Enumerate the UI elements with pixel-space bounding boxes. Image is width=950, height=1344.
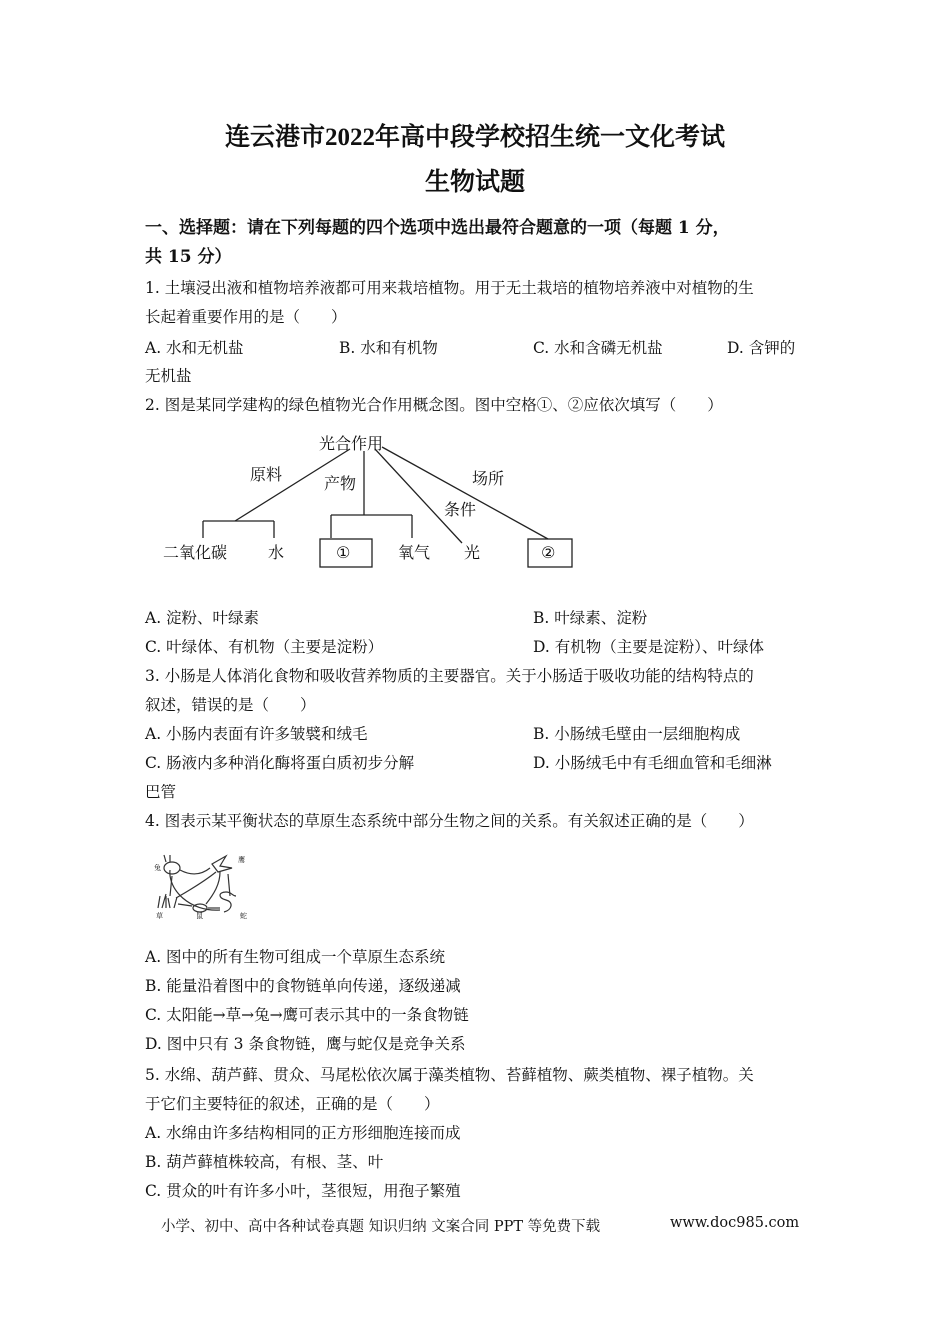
q1-option-d: D. 含钾的 [727, 339, 796, 357]
q2-option-b: B. 叶绿素、淀粉 [533, 609, 648, 627]
q4-option-d: D. 图中只有 3 条食物链，鹰与蛇仅是竞争关系 [145, 1035, 466, 1053]
q2-option-a: A. 淀粉、叶绿素 [145, 609, 260, 627]
q1-option-c: C. 水和含磷无机盐 [533, 339, 663, 357]
q1-option-d-cont: 无机盐 [145, 367, 192, 385]
q3-option-c: C. 肠液内多种消化酶将蛋白质初步分解 [145, 754, 415, 772]
leaf-oxygen: 氧气 [398, 543, 431, 562]
rabbit-icon [164, 862, 180, 874]
snake-icon [220, 892, 236, 912]
q4-stem: 4. 图表示某平衡状态的草原生态系统中部分生物之间的关系。有关叙述正确的是（ ） [145, 812, 754, 830]
q4-option-c: C. 太阳能→草→兔→鹰可表示其中的一条食物链 [145, 1006, 469, 1024]
q1-stem: 1. 土壤浸出液和植物培养液都可用来栽培植物。用于无土栽培的植物培养液中对植物的生 [145, 279, 754, 297]
q3-option-b: B. 小肠绒毛壁由一层细胞构成 [533, 725, 741, 743]
label-mouse: 鼠 [196, 912, 203, 920]
leaf-water: 水 [268, 543, 285, 562]
label-hawk: 鹰 [238, 856, 245, 864]
photosynthesis-concept-map [150, 425, 590, 575]
branch-place: 场所 [472, 469, 505, 488]
leaf-light: 光 [464, 543, 481, 562]
q2-option-d: D. 有机物（主要是淀粉）、叶绿体 [533, 638, 764, 656]
blank-1-label: ① [336, 543, 351, 562]
q5-option-b: B. 葫芦藓植株较高，有根、茎、叶 [145, 1153, 384, 1171]
footer-text: 小学、初中、高中各种试卷真题 知识归纳 文案合同 PPT 等免费下载 [161, 1219, 601, 1235]
branch-raw-materials: 原料 [250, 465, 283, 484]
q4-option-a: A. 图中的所有生物可组成一个草原生态系统 [145, 948, 446, 966]
q5-stem: 5. 水绵、葫芦藓、贯众、马尾松依次属于藻类植物、苔藓植物、蕨类植物、裸子植物。关 [145, 1066, 754, 1084]
section-heading-cont: 共 15 分） [145, 247, 232, 267]
q3-option-d: D. 小肠绒毛中有毛细血管和毛细淋 [533, 754, 772, 772]
node-photosynthesis: 光合作用 [319, 434, 384, 453]
food-web-figure [150, 850, 250, 922]
q2-stem: 2. 图是某同学建构的绿色植物光合作用概念图。图中空格①、②应依次填写（ ） [145, 396, 723, 414]
q1-stem-cont: 长起着重要作用的是（ ） [145, 308, 347, 326]
q4-option-b: B. 能量沿着图中的食物链单向传递，逐级递减 [145, 977, 461, 995]
label-rabbit: 兔 [154, 864, 161, 872]
branch-products: 产物 [324, 474, 357, 493]
q3-option-a: A. 小肠内表面有许多皱襞和绒毛 [145, 725, 368, 743]
footer-url[interactable]: www.doc985.com [670, 1215, 800, 1231]
q2-option-c: C. 叶绿体、有机物（主要是淀粉） [145, 638, 384, 656]
leaf-carbon-dioxide: 二氧化碳 [163, 543, 228, 562]
section-heading: 一、选择题：请在下列每题的四个选项中选出最符合题意的一项（每题 1 分， [145, 218, 730, 238]
q5-stem-cont: 于它们主要特征的叙述，正确的是（ ） [145, 1095, 440, 1113]
label-snake: 蛇 [240, 912, 247, 920]
q3-stem: 3. 小肠是人体消化食物和吸收营养物质的主要器官。关于小肠适于吸收功能的结构特点的 [145, 667, 754, 685]
hawk-icon [212, 856, 232, 872]
q3-stem-cont: 叙述，错误的是（ ） [145, 696, 316, 714]
q5-option-a: A. 水绵由许多结构相同的正方形细胞连接而成 [145, 1124, 461, 1142]
q5-option-c: C. 贯众的叶有许多小叶，茎很短，用孢子繁殖 [145, 1182, 461, 1200]
blank-2-label: ② [541, 543, 556, 562]
q3-option-d-cont: 巴管 [145, 783, 177, 801]
exam-subtitle: 生物试题 [424, 169, 525, 196]
q1-option-b: B. 水和有机物 [339, 339, 438, 357]
label-grass: 草 [156, 912, 163, 920]
branch-conditions: 条件 [444, 500, 477, 519]
grass-icon [158, 894, 177, 908]
q1-option-a: A. 水和无机盐 [145, 339, 244, 357]
exam-title: 连云港市2022年高中段学校招生统一文化考试 [224, 124, 725, 151]
